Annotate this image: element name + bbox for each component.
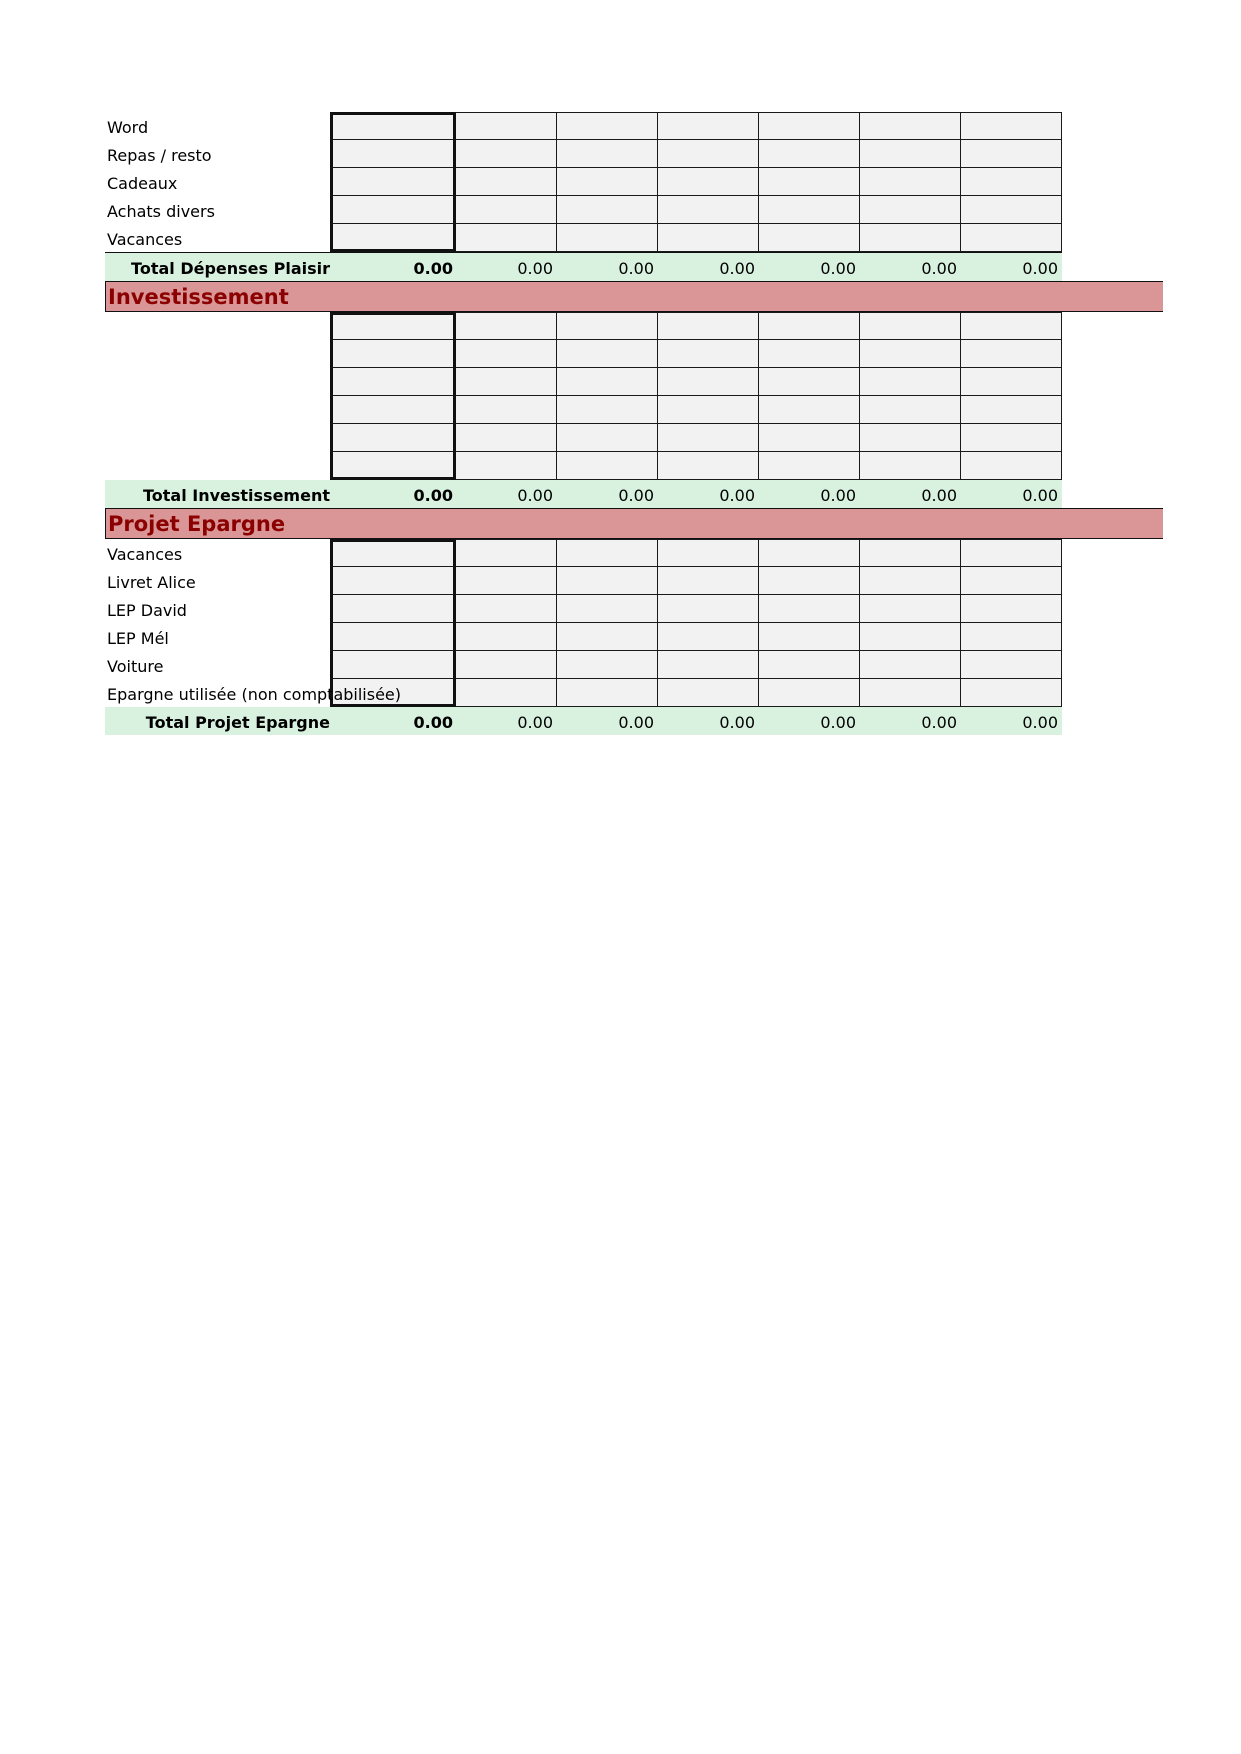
total-value: 0.00 <box>413 713 453 732</box>
table-row <box>105 595 1161 623</box>
input-cell[interactable] <box>759 224 860 252</box>
table-row <box>105 452 1161 480</box>
input-cell[interactable] <box>330 651 456 679</box>
total-label: Total Dépenses Plaisir <box>131 259 330 278</box>
input-cell[interactable] <box>961 112 1062 140</box>
input-cell[interactable] <box>658 424 759 452</box>
total-value: 0.00 <box>921 486 957 505</box>
input-cell[interactable] <box>860 340 961 368</box>
input-cell[interactable] <box>456 224 557 252</box>
section-header-investissement <box>105 281 1163 312</box>
input-cell[interactable] <box>658 224 759 252</box>
input-cell[interactable] <box>456 452 557 480</box>
section-title: Investissement <box>108 285 289 309</box>
input-cell[interactable] <box>759 140 860 168</box>
input-cell[interactable] <box>557 224 658 252</box>
total-value: 0.00 <box>820 259 856 278</box>
section-header-projet-epargne <box>105 508 1163 539</box>
input-cell[interactable] <box>557 112 658 140</box>
input-cell[interactable] <box>658 452 759 480</box>
input-cell[interactable] <box>456 368 557 396</box>
input-cell[interactable] <box>557 168 658 196</box>
input-cell[interactable] <box>557 452 658 480</box>
input-cell[interactable] <box>860 452 961 480</box>
total-value: 0.00 <box>1022 259 1058 278</box>
input-cell[interactable] <box>860 424 961 452</box>
total-value: 0.00 <box>618 486 654 505</box>
input-cell[interactable] <box>456 424 557 452</box>
input-cell[interactable] <box>860 595 961 623</box>
input-cell[interactable] <box>658 623 759 651</box>
plaisir-rows <box>105 112 1163 252</box>
total-projet-epargne-row <box>105 707 1062 735</box>
input-cell[interactable] <box>456 396 557 424</box>
input-cell[interactable] <box>961 567 1062 595</box>
input-cell[interactable] <box>330 224 456 252</box>
table-row <box>105 312 1161 340</box>
total-value: 0.00 <box>719 486 755 505</box>
table-row <box>105 168 1161 196</box>
input-cell[interactable] <box>961 196 1062 224</box>
table-row <box>105 567 1161 595</box>
table-row <box>105 224 1161 252</box>
input-cell[interactable] <box>961 623 1062 651</box>
section-title: Projet Epargne <box>108 512 286 536</box>
input-cell[interactable] <box>658 651 759 679</box>
input-cell[interactable] <box>759 567 860 595</box>
table-row <box>105 396 1161 424</box>
input-cell[interactable] <box>759 340 860 368</box>
input-cell[interactable] <box>961 679 1062 707</box>
input-cell[interactable] <box>658 679 759 707</box>
row-label: Vacances <box>107 545 183 564</box>
table-row <box>105 112 1161 140</box>
input-cell[interactable] <box>557 424 658 452</box>
input-cell[interactable] <box>759 539 860 567</box>
table-row <box>105 340 1161 368</box>
row-label: Vacances <box>107 230 183 249</box>
total-label: Total Projet Epargne <box>145 713 330 732</box>
input-cell[interactable] <box>456 112 557 140</box>
table-row <box>105 140 1161 168</box>
input-cell[interactable] <box>860 112 961 140</box>
total-value: 0.00 <box>413 259 453 278</box>
input-cell[interactable] <box>330 368 456 396</box>
input-cell[interactable] <box>961 312 1062 340</box>
input-cell[interactable] <box>860 567 961 595</box>
input-cell[interactable] <box>860 168 961 196</box>
input-cell[interactable] <box>658 312 759 340</box>
input-cell[interactable] <box>759 196 860 224</box>
input-cell[interactable] <box>330 140 456 168</box>
input-cell[interactable] <box>456 595 557 623</box>
budget-sheet <box>105 112 1163 735</box>
total-value: 0.00 <box>517 486 553 505</box>
input-cell[interactable] <box>860 539 961 567</box>
row-label: Livret Alice <box>107 573 196 592</box>
total-plaisir-row <box>105 252 1062 281</box>
input-cell[interactable] <box>961 539 1062 567</box>
input-cell[interactable] <box>759 452 860 480</box>
total-label: Total Investissement <box>142 486 330 505</box>
total-value: 0.00 <box>413 486 453 505</box>
input-cell[interactable] <box>456 140 557 168</box>
input-cell[interactable] <box>557 140 658 168</box>
input-cell[interactable] <box>860 368 961 396</box>
input-cell[interactable] <box>658 112 759 140</box>
input-cell[interactable] <box>658 396 759 424</box>
input-cell[interactable] <box>330 424 456 452</box>
table-row <box>105 539 1161 567</box>
total-investissement-row <box>105 480 1062 508</box>
input-cell[interactable] <box>961 140 1062 168</box>
input-cell[interactable] <box>557 368 658 396</box>
input-cell[interactable] <box>860 224 961 252</box>
input-cell[interactable] <box>658 168 759 196</box>
row-label: LEP Mél <box>107 629 169 648</box>
input-cell[interactable] <box>330 396 456 424</box>
input-cell[interactable] <box>658 567 759 595</box>
input-cell[interactable] <box>557 196 658 224</box>
total-value: 0.00 <box>820 713 856 732</box>
input-cell[interactable] <box>759 368 860 396</box>
input-cell[interactable] <box>961 595 1062 623</box>
input-cell[interactable] <box>860 196 961 224</box>
input-cell[interactable] <box>330 340 456 368</box>
input-cell[interactable] <box>658 140 759 168</box>
input-cell[interactable] <box>860 679 961 707</box>
table-row <box>105 196 1161 224</box>
input-cell[interactable] <box>860 396 961 424</box>
input-cell[interactable] <box>961 651 1062 679</box>
input-cell[interactable] <box>456 312 557 340</box>
input-cell[interactable] <box>658 368 759 396</box>
total-value: 0.00 <box>719 259 755 278</box>
input-cell[interactable] <box>759 679 860 707</box>
input-cell[interactable] <box>557 679 658 707</box>
table-row <box>105 679 1161 707</box>
input-cell[interactable] <box>330 112 456 140</box>
total-value: 0.00 <box>719 713 755 732</box>
input-cell[interactable] <box>759 595 860 623</box>
total-value: 0.00 <box>517 259 553 278</box>
input-cell[interactable] <box>961 224 1062 252</box>
input-cell[interactable] <box>557 651 658 679</box>
table-row <box>105 368 1161 396</box>
input-cell[interactable] <box>330 452 456 480</box>
table-row <box>105 623 1161 651</box>
input-cell[interactable] <box>759 168 860 196</box>
input-cell[interactable] <box>759 651 860 679</box>
input-cell[interactable] <box>658 595 759 623</box>
input-cell[interactable] <box>961 396 1062 424</box>
input-cell[interactable] <box>330 312 456 340</box>
input-cell[interactable] <box>961 340 1062 368</box>
row-label: LEP David <box>107 601 187 620</box>
input-cell[interactable] <box>557 396 658 424</box>
investissement-rows <box>105 312 1163 480</box>
input-cell[interactable] <box>658 340 759 368</box>
total-value: 0.00 <box>618 259 654 278</box>
input-cell[interactable] <box>330 567 456 595</box>
input-cell[interactable] <box>759 623 860 651</box>
table-row <box>105 651 1161 679</box>
input-cell[interactable] <box>759 396 860 424</box>
input-cell[interactable] <box>557 312 658 340</box>
input-cell[interactable] <box>961 452 1062 480</box>
input-cell[interactable] <box>860 651 961 679</box>
table-row <box>105 424 1161 452</box>
input-cell[interactable] <box>456 196 557 224</box>
input-cell[interactable] <box>961 368 1062 396</box>
input-cell[interactable] <box>330 623 456 651</box>
input-cell[interactable] <box>658 539 759 567</box>
row-label: Word <box>107 118 149 137</box>
row-label: Cadeaux <box>107 174 178 193</box>
input-cell[interactable] <box>658 196 759 224</box>
total-value: 0.00 <box>921 713 957 732</box>
row-label: Voiture <box>107 657 164 676</box>
row-label: Epargne utilisée (non comptabilisée) <box>107 685 402 704</box>
input-cell[interactable] <box>456 340 557 368</box>
input-cell[interactable] <box>557 539 658 567</box>
total-value: 0.00 <box>1022 486 1058 505</box>
input-cell[interactable] <box>456 679 557 707</box>
input-cell[interactable] <box>456 623 557 651</box>
input-cell[interactable] <box>330 196 456 224</box>
input-cell[interactable] <box>456 651 557 679</box>
total-value: 0.00 <box>820 486 856 505</box>
input-cell[interactable] <box>330 595 456 623</box>
input-cell[interactable] <box>860 140 961 168</box>
input-cell[interactable] <box>759 312 860 340</box>
total-value: 0.00 <box>618 713 654 732</box>
input-cell[interactable] <box>860 312 961 340</box>
input-cell[interactable] <box>860 623 961 651</box>
row-label: Achats divers <box>107 202 215 221</box>
row-label: Repas / resto <box>107 146 212 165</box>
input-cell[interactable] <box>961 424 1062 452</box>
input-cell[interactable] <box>557 595 658 623</box>
input-cell[interactable] <box>456 567 557 595</box>
input-cell[interactable] <box>961 168 1062 196</box>
input-cell[interactable] <box>759 424 860 452</box>
input-cell[interactable] <box>456 168 557 196</box>
input-cell[interactable] <box>456 539 557 567</box>
input-cell[interactable] <box>759 112 860 140</box>
total-value: 0.00 <box>921 259 957 278</box>
projet-epargne-rows <box>105 539 1163 707</box>
total-value: 0.00 <box>1022 713 1058 732</box>
total-value: 0.00 <box>517 713 553 732</box>
input-cell[interactable] <box>330 168 456 196</box>
input-cell[interactable] <box>557 623 658 651</box>
input-cell[interactable] <box>557 567 658 595</box>
input-cell[interactable] <box>557 340 658 368</box>
input-cell[interactable] <box>330 539 456 567</box>
